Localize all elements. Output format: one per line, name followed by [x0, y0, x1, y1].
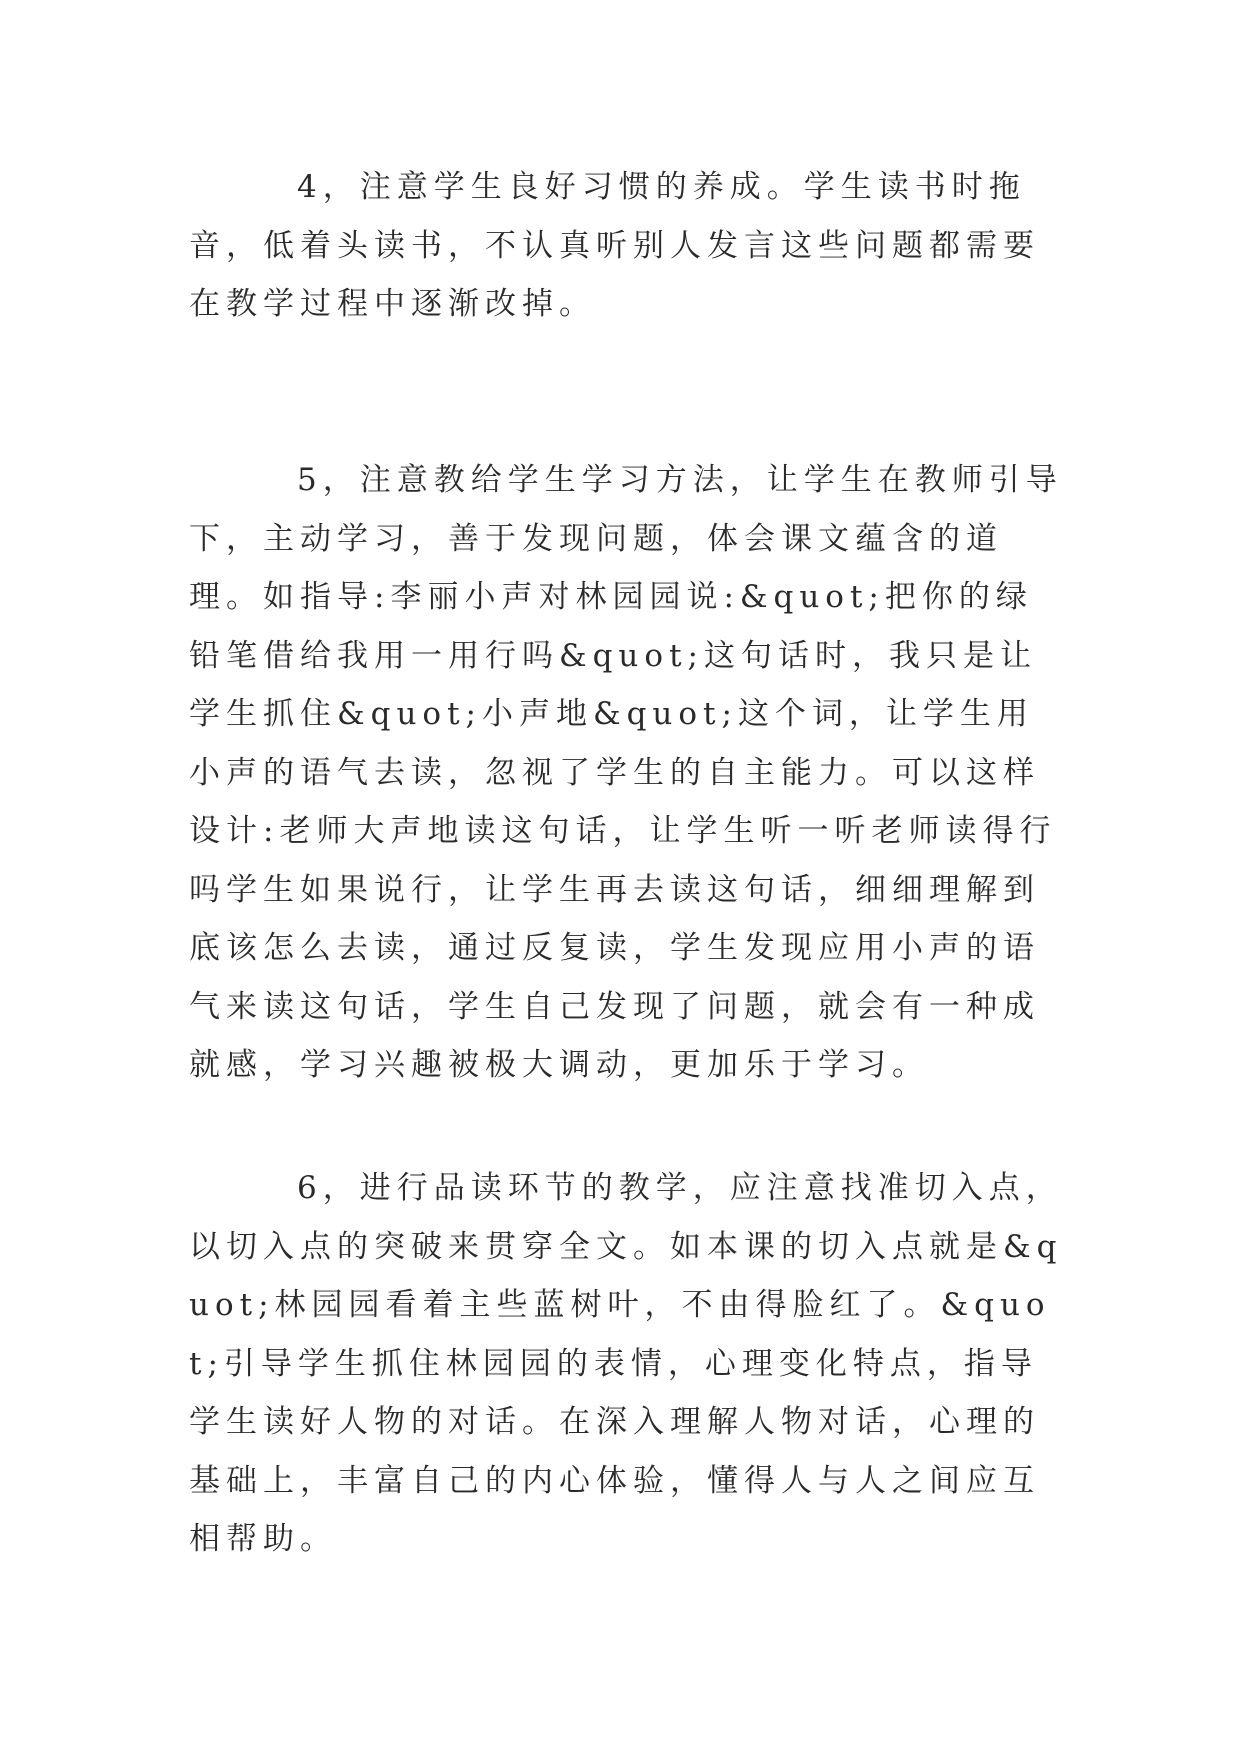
- paragraph-5: 5，注意教给学生学习方法，让学生在教师引导下，主动学习，善于发现问题，体会课文蕴含的道理。如指导:李丽小声对林园园说:&quot;把你的绿铅笔借给我用一用行吗&quot;这句话时，我只是让学生抓住&quot;小声地&quot;这个词，让学生用小声的语气去读，忽视了学生的自主能力。可以这样设计:老师大声地读这句话，让学生听一听老师读得行吗学生如果说行，让学生再去读这句话，细细理解到底该怎么去读，通过反复读，学生发现应用小声的语气来读这句话，学生自己发现了问题，就会有一种成就感，学习兴趣被极大调动，更加乐于学习。: [189, 462, 1063, 1083]
- paragraph-4: 4，注意学生良好习惯的养成。学生读书时拖音，低着头读书，不认真听别人发言这些问题都需要在教学过程中逐渐改掉。: [189, 169, 1040, 322]
- paragraph-6: 6，进行品读环节的教学，应注意找准切入点，以切入点的突破来贯穿全文。如本课的切入点就是&quot;林园园看着主些蓝树叶，不由得脸红了。&quot;引导学生抓住林园园的表情，心理变化特点，指导学生读好人物的对话。在深入理解人物对话，心理的基础上，丰富自己的内心体验，懂得人与人之间应互相帮助。: [189, 1170, 1063, 1557]
